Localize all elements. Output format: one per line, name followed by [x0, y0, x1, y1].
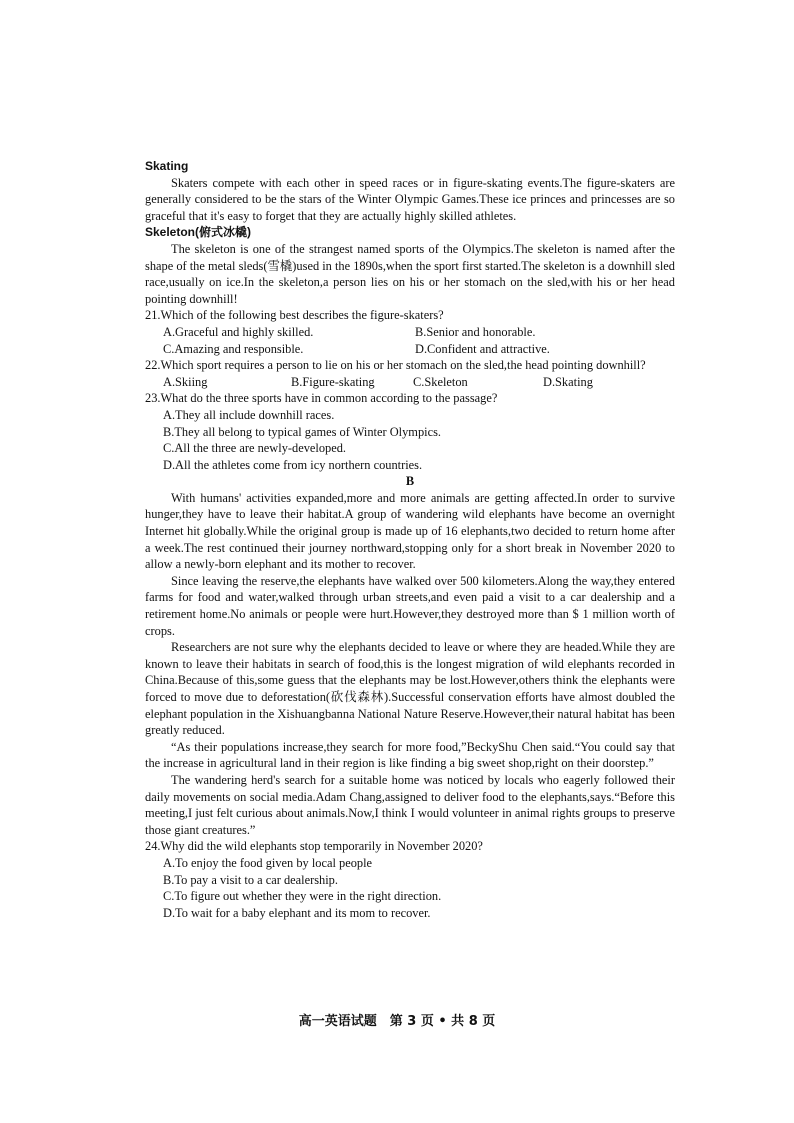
skeleton-heading: Skeleton(俯式冰橇) [145, 225, 252, 240]
question-21-option-a: A.Graceful and highly skilled. [163, 324, 314, 339]
question-23-stem: 23.What do the three sports have in common according to the passage? [145, 391, 498, 406]
skating-heading: Skating [145, 159, 189, 173]
question-22-stem: 22.Which sport requires a person to lie on his or her stomach on the sled,the head pointing downhill? [145, 358, 646, 373]
question-22-options [145, 374, 675, 391]
page-footer: 高一英语试题 第 3 页 • 共 8 页 [298, 1014, 496, 1029]
question-24-options [145, 855, 675, 921]
question-24-stem: 24.Why did the wild elephants stop temporarily in November 2020? [145, 839, 483, 854]
question-23-options [145, 407, 675, 473]
passage-b-paragraph-3: Researchers are not sure why the elephants decided to leave or where they are headed.While they are known to leave their habitats in search of food,this is the longest migration of wild elephants recorded in China.Because of this,some guess that the elephants may be lost.However,others think the elephants were forced to move due to deforestation(砍伐森林).Successful conservation efforts have almost doubled the elephant population in the Xishuangbanna National Nature Reserve.However,their natural habitat has been greatly reduced. [145, 640, 675, 738]
question-24-option-a: A.To enjoy the food given by local people [163, 855, 373, 870]
question-21-option-d: D.Confident and attractive. [415, 341, 550, 356]
question-23-option-d: D.All the athletes come from icy northern countries. [163, 457, 423, 472]
question-23-option-b: B.They all belong to typical games of Winter Olympics. [163, 424, 442, 439]
section-b-heading: B [405, 474, 415, 489]
question-24 [145, 838, 675, 921]
question-22-option-c: C.Skeleton [413, 374, 468, 389]
question-22-option-b: B.Figure-skating [291, 374, 375, 389]
passage-b-paragraph-1: With humans' activities expanded,more and more animals are getting affected.In order to survive hunger,they have to leave their habitat.A group of wandering wild elephants have become an overnight Internet hit globally.While the original group is made up of 16 elephants,two decided to return home after a week.The rest continued their journey northward,stopping only for a short break in November 2020 to allow a newly-born elephant and its mother to recover. [145, 490, 675, 572]
question-23-option-a: A.They all include downhill races. [163, 407, 335, 422]
question-21-option-c: C.Amazing and responsible. [163, 341, 304, 356]
question-21-option-b: B.Senior and honorable. [415, 324, 536, 339]
exam-page [145, 158, 675, 921]
question-21-options [145, 324, 675, 357]
passage-b-paragraph-5: The wandering herd's search for a suitable home was noticed by locals who eagerly followed their daily movements on social media.Adam Chang,assigned to deliver food to the elephants,says.“Before this meeting,I just felt curious about animals.Now,I think I would volunteer in animal rights groups to preserve those giant creatures.” [145, 772, 675, 837]
question-21 [145, 307, 675, 357]
skating-paragraph: Skaters compete with each other in speed races or in figure-skating events.The figure-skaters are generally considered to be the stars of the Winter Olympic Games.These ice princes and princesses are so graceful that it's easy to forget that they are actually highly skilled athletes. [145, 175, 675, 223]
question-22 [145, 357, 675, 390]
passage-b-paragraph-2: Since leaving the reserve,the elephants have walked over 500 kilometers.Along the way,they entered farms for food and water,walked through urban streets,and even paid a visit to a car dealership and a retirement home.No animals or people were hurt.However,they destroyed more than $ 1 million worth of crops. [145, 573, 675, 638]
question-24-option-d: D.To wait for a baby elephant and its mom to recover. [163, 905, 431, 920]
question-22-option-d: D.Skating [543, 374, 593, 389]
question-21-stem: 21.Which of the following best describes the figure-skaters? [145, 308, 444, 323]
question-23 [145, 390, 675, 473]
question-24-option-b: B.To pay a visit to a car dealership. [163, 872, 338, 887]
question-22-option-a: A.Skiing [163, 374, 208, 389]
question-24-option-c: C.To figure out whether they were in the right direction. [163, 889, 442, 904]
question-23-option-c: C.All the three are newly-developed. [163, 441, 347, 456]
passage-b-paragraph-4: “As their populations increase,they search for more food,”BeckyShu Chen said.“You could say that the increase in agricultural land in their region is like finding a big sweet shop,right on their doorstep.” [145, 739, 675, 771]
skeleton-paragraph: The skeleton is one of the strangest named sports of the Olympics.The skeleton is named after the shape of the metal sleds(雪橇)used in the 1890s,when the sport first started.The skeleton is a downhill sled race,usually on ice.In the skeleton,a person lies on his or her stomach on the sled,with his or her head pointing downhill! [145, 241, 675, 306]
